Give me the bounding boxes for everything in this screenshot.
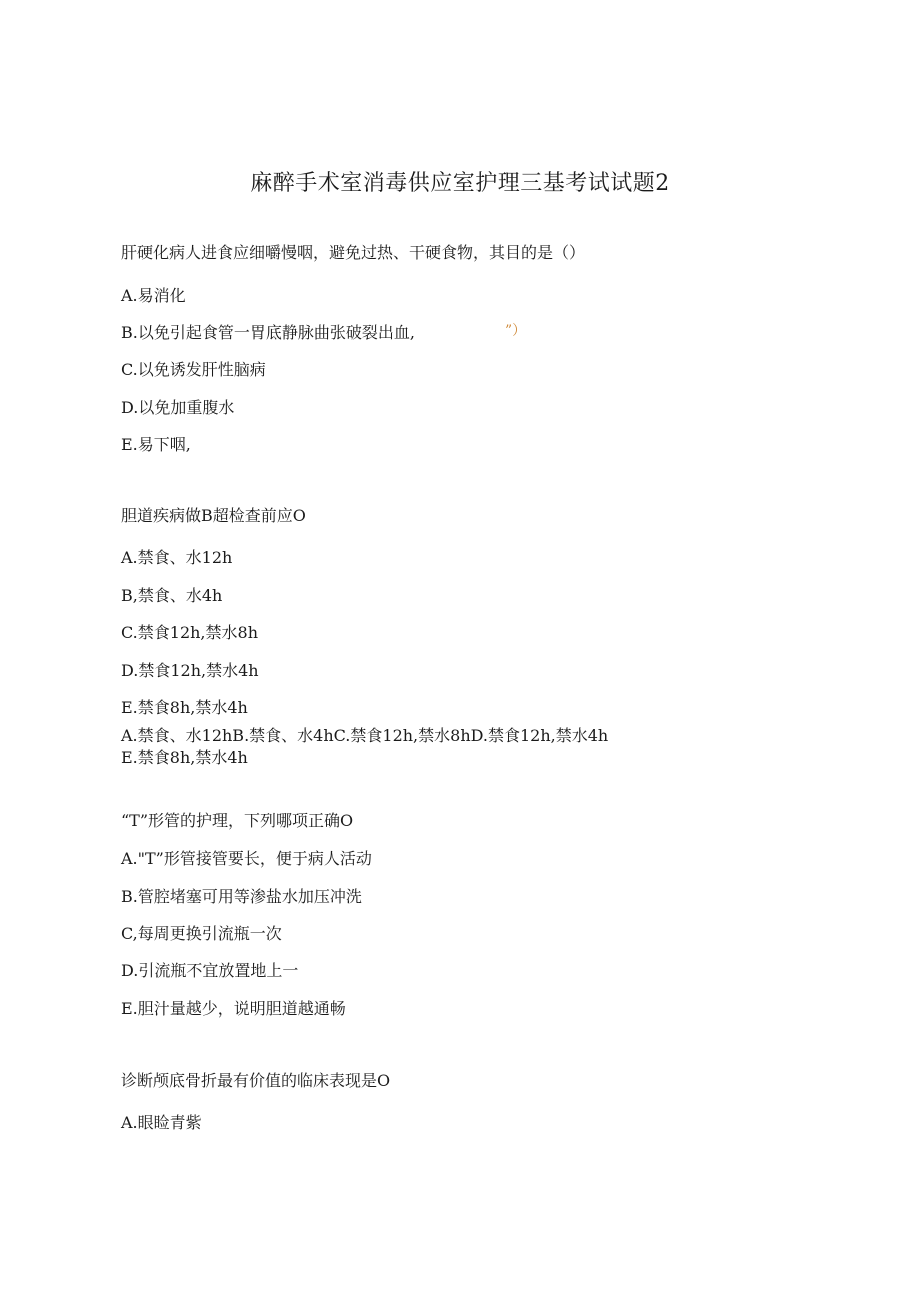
question-2-option-c: C.禁食12h,禁水8h <box>121 623 258 642</box>
page-title: 麻醉手术室消毒供应室护理三基考试试题2 <box>250 171 670 196</box>
question-3-option-d: D.引流瓶不宜放置地上一 <box>121 961 299 980</box>
question-4-option-a: A.眼睑青紫 <box>121 1113 202 1132</box>
question-1-stem: 肝硬化病人进食应细嚼慢咽，避免过热、干硬食物，其目的是（） <box>121 243 586 262</box>
question-1-stray-mark: ”） <box>505 323 527 339</box>
question-4-stem: 诊断颅底骨折最有价值的临床表现是O <box>121 1071 391 1090</box>
question-2-option-b: B,禁食、水4h <box>121 586 223 605</box>
question-1-option-c: C.以免诱发肝性脑病 <box>121 360 266 379</box>
question-3-option-b: B.管腔堵塞可用等渗盐水加压冲洗 <box>121 887 362 906</box>
question-1-option-e: E.易下咽, <box>121 435 191 454</box>
question-3-option-e: E.胆汁量越少，说明胆道越通畅 <box>121 999 346 1018</box>
question-2-options-combined-line-1: A.禁食、水12hB.禁食、水4hC.禁食12h,禁水8hD.禁食12h,禁水4h <box>121 726 609 745</box>
question-2-options-combined-line-2: E.禁食8h,禁水4h <box>121 748 248 767</box>
question-2-option-a: A.禁食、水12h <box>121 548 233 567</box>
question-1-option-b: B.以免引起食管一胃底静脉曲张破裂出血, <box>121 323 415 342</box>
question-2-option-d: D.禁食12h,禁水4h <box>121 661 259 680</box>
question-3-option-c: C,每周更换引流瓶一次 <box>121 924 282 943</box>
question-3-option-a: A."T”形管接管要长，便于病人活动 <box>121 849 372 868</box>
question-2-option-e: E.禁食8h,禁水4h <box>121 698 248 717</box>
question-3-stem: “T”形管的护理，下列哪项正确O <box>121 811 354 830</box>
question-1-option-a: A.易消化 <box>121 286 186 305</box>
question-1-option-d: D.以免加重腹水 <box>121 398 235 417</box>
question-2-stem: 胆道疾病做B超检查前应O <box>121 506 306 525</box>
